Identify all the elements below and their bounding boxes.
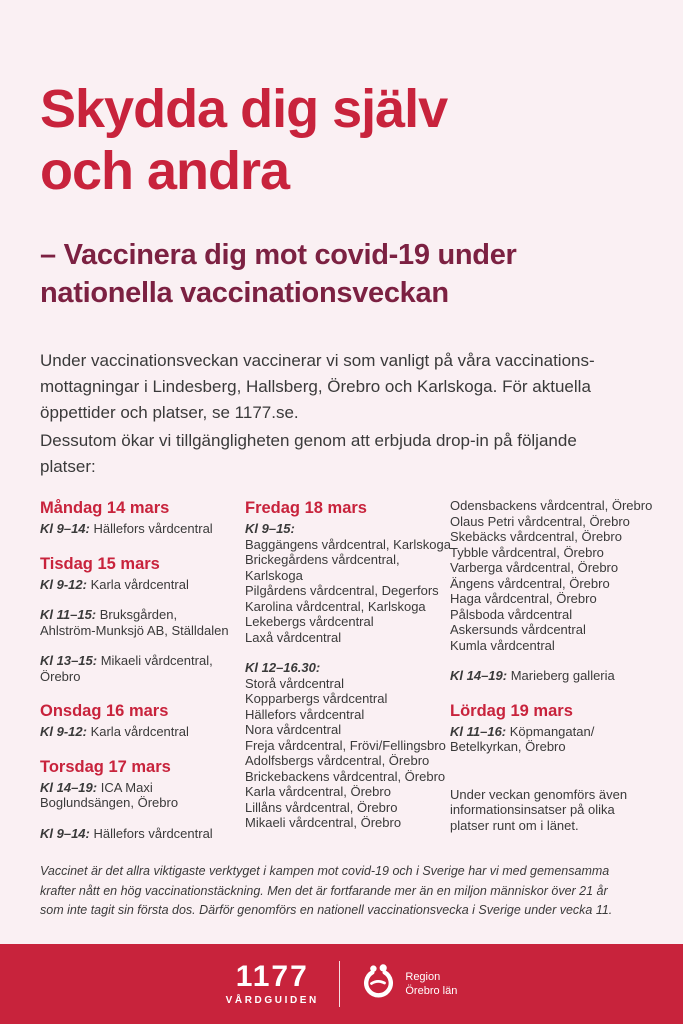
day-heading: Onsdag 16 mars <box>40 702 169 720</box>
day-heading: Måndag 14 mars <box>40 499 170 517</box>
location-line: Kumla vårdcentral <box>450 637 555 653</box>
footer-bar <box>0 944 683 1024</box>
dropin-line-2: platser: <box>40 457 96 476</box>
schedule-column <box>245 498 450 841</box>
subtitle-line-1: – Vaccinera dig mot covid-19 under <box>40 239 517 271</box>
location-line: Haga vårdcentral, Örebro <box>450 591 597 606</box>
location-line: Mikaeli vårdcentral, Örebro <box>245 815 402 830</box>
location-line: Lillåns vårdcentral, Örebro <box>245 799 398 815</box>
location-line: Askersunds vårdcentral <box>450 622 586 637</box>
day-heading: Fredag 18 mars <box>245 499 367 517</box>
region-logo-text <box>405 970 457 998</box>
footnote-line-1: Vaccinet är det allra viktigaste verktyget i kampen mot covid-19 och i Sverige har vi med gemensamma <box>40 864 610 878</box>
page-subtitle <box>40 236 653 312</box>
day-heading: Torsdag 17 mars <box>40 757 171 776</box>
logo-1177-caption: VÅRDGUIDEN <box>225 995 319 1006</box>
dropin-paragraph <box>40 428 653 480</box>
title-line-1: Skydda dig själv <box>40 79 448 139</box>
footnote-line-3: som inte tagit sin första dos. Därför genomförs en nationell vaccinationsvecka i Sverige under vecka 11. <box>40 903 613 917</box>
location-line: Brickegårdens vårdcentral, <box>245 552 400 567</box>
region-orebro-lan-icon <box>360 964 396 1005</box>
location-line: Baggängens vårdcentral, Karlskoga <box>245 536 451 552</box>
location-line: Ängens vårdcentral, Örebro <box>450 575 610 591</box>
day-heading: Tisdag 15 mars <box>40 554 160 573</box>
subtitle-line-2: nationella vaccinationsveckan <box>40 277 449 309</box>
intro-line-3: öppettider och platser, se 1177.se. <box>40 403 299 422</box>
time-label: Kl 11–15: <box>40 607 100 622</box>
time-label: Kl 9–14: <box>40 521 94 536</box>
location-line: Pålsboda vårdcentral <box>450 606 573 622</box>
time-label: Kl 13–15: <box>40 653 101 668</box>
intro-paragraph <box>40 348 653 426</box>
schedule-entry: Kl 9-12: Karla vårdcentral <box>40 576 189 592</box>
schedule-column <box>450 498 662 841</box>
location-line: Nora vårdcentral <box>245 722 342 737</box>
schedule-columns <box>40 498 653 841</box>
location-line: Kopparbergs vårdcentral <box>245 691 388 706</box>
schedule-entry: Kl 9–14: Hällefors vårdcentral <box>40 521 213 536</box>
location-line: Storå vårdcentral <box>245 675 344 691</box>
title-line-2: och andra <box>40 141 290 201</box>
time-label: Kl 14–19: <box>40 779 101 795</box>
location-line: Varberga vårdcentral, Örebro <box>450 560 619 575</box>
location-line: Karlskoga <box>245 567 303 583</box>
region-logo-line-1: Region <box>405 971 441 983</box>
location-line: Adolfsbergs vårdcentral, Örebro <box>245 753 430 768</box>
time-label: Kl 9-12: <box>40 724 91 739</box>
note-text: Under veckan genomförs även informationsinsatser på olika platser runt om i länet. <box>450 786 628 833</box>
schedule-entry: Kl 9-12: Karla vårdcentral <box>40 724 189 739</box>
logo-1177 <box>226 962 319 1006</box>
footnote-line-2: krafter nått en hög vaccinationstäckning. Men det är fortfarande mer än en miljon människor över 21 år <box>40 883 608 898</box>
time-label: Kl 9-12: <box>40 576 91 592</box>
page-title <box>40 78 653 202</box>
time-heading: Kl 12–16.30: <box>245 660 321 675</box>
schedule-entry: Kl 13–15: Mikaeli vårdcentral, Örebro <box>40 653 213 684</box>
location-line: Freja vårdcentral, Frövi/Fellingsbro <box>245 737 446 753</box>
schedule-entry: Kl 14–19: ICA Maxi Boglundsängen, Örebro <box>40 779 179 810</box>
logo-region-orebro <box>360 964 457 1005</box>
intro-line-1: Under vaccinationsveckan vaccinerar vi som vanligt på våra vaccinations- <box>40 351 595 370</box>
time-heading: Kl 9–15: <box>245 521 295 536</box>
location-line: Laxå vårdcentral <box>245 629 342 645</box>
location-line: Karla vårdcentral, Örebro <box>245 784 391 799</box>
location-line: Karolina vårdcentral, Karlskoga <box>245 598 426 614</box>
location-line: Lekebergs vårdcentral <box>245 614 374 629</box>
location-line: Olaus Petri vårdcentral, Örebro <box>450 513 630 529</box>
schedule-entry: Kl 11–16: Köpmangatan/ Betelkyrkan, Örebro <box>450 723 595 754</box>
schedule-column <box>40 498 245 841</box>
intro-line-2: mottagningar i Lindesberg, Hallsberg, Örebro och Karlskoga. För aktuella <box>40 377 591 396</box>
region-logo-line-2: Örebro län <box>405 985 458 997</box>
location-line: Hällefors vårdcentral <box>245 706 365 722</box>
location-line: Odensbackens vårdcentral, Örebro <box>450 498 653 513</box>
location-line: Brickebackens vårdcentral, Örebro <box>245 768 446 784</box>
day-heading: Lördag 19 mars <box>450 701 573 720</box>
location-line: Skebäcks vårdcentral, Örebro <box>450 529 622 544</box>
footnote-paragraph <box>40 862 665 921</box>
location-line: Tybble vårdcentral, Örebro <box>450 544 604 560</box>
logo-1177-number: 1177 <box>235 960 309 993</box>
location-line: Pilgårdens vårdcentral, Degerfors <box>245 583 439 598</box>
schedule-entry: Kl 14–19: Marieberg galleria <box>450 668 615 683</box>
dropin-line-1: Dessutom ökar vi tillgängligheten genom att erbjuda drop-in på följande <box>40 431 577 450</box>
logo-divider <box>339 961 341 1007</box>
schedule-entry: Kl 9–14: Hällefors vårdcentral <box>40 825 213 841</box>
time-label: Kl 9–14: <box>40 825 94 841</box>
time-label: Kl 11–16: <box>450 723 510 739</box>
schedule-entry: Kl 11–15: Bruksgården, Ahlström-Munksjö AB, Ställdalen <box>40 607 229 638</box>
time-label: Kl 14–19: <box>450 668 511 683</box>
